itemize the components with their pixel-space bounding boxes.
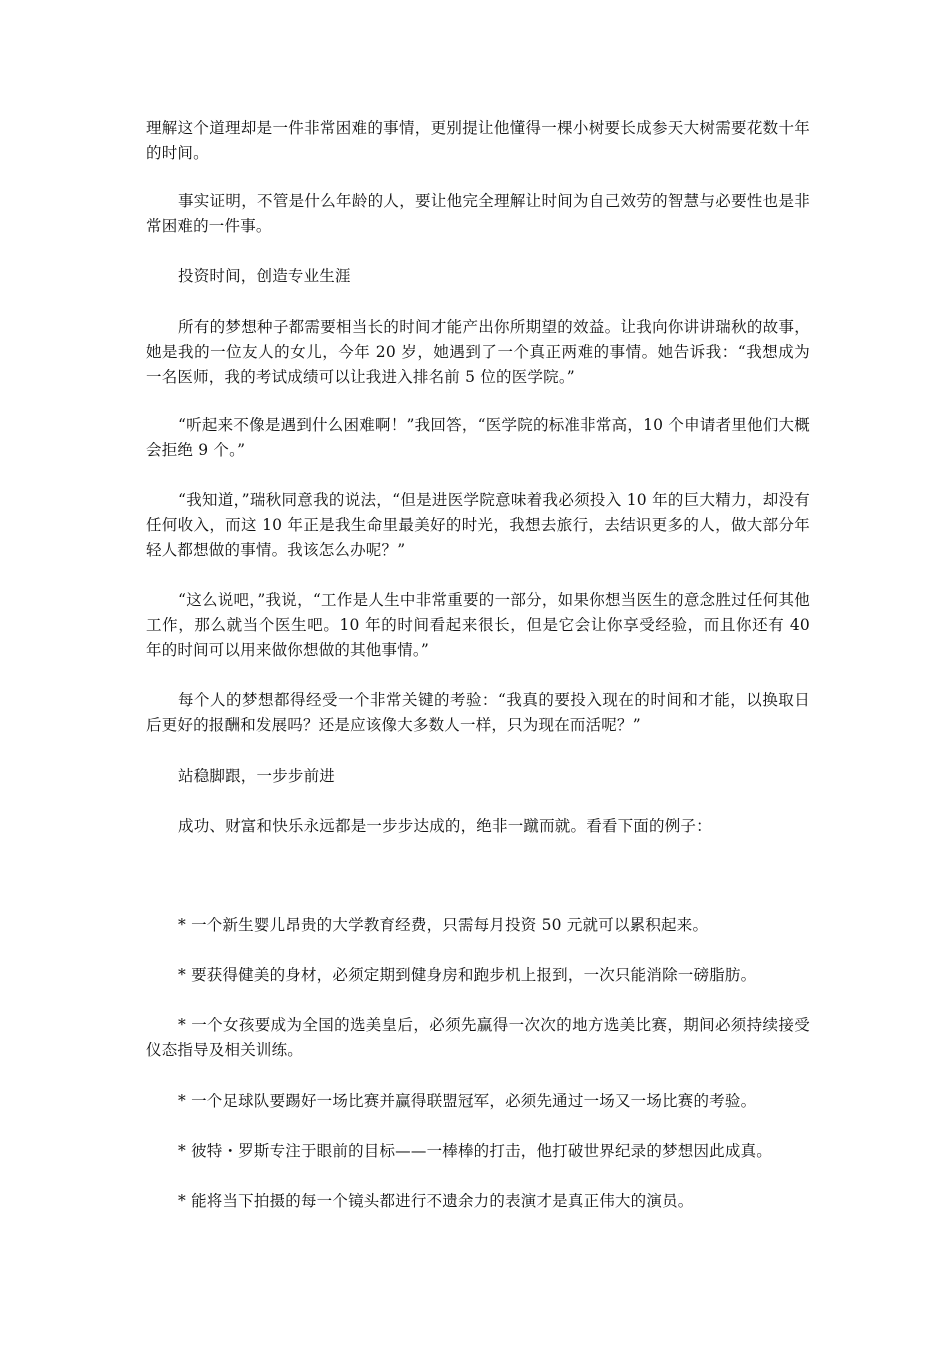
list-item-4: * 一个足球队要踢好一场比赛并赢得联盟冠军，必须先通过一场又一场比赛的考验。 xyxy=(178,1092,757,1110)
paragraph-4: 所有的梦想种子都需要相当长的时间才能产出你所期望的效益。让我向你讲讲瑞秋的故事，她是我的一位友人的女儿，今年 20 岁，她遇到了一个真正两难的事情。她告诉我：“我想成为一名医师，我的考试成绩可以让我进入排名前 5 位的医学院。” xyxy=(146,318,810,386)
section-heading-invest-time: 投资时间，创造专业生涯 xyxy=(178,267,351,285)
list-item-5: * 彼特・罗斯专注于眼前的目标——一棒棒的打击，他打破世界纪录的梦想因此成真。 xyxy=(178,1142,772,1160)
paragraph-6: “我知道，”瑞秋同意我的说法，“但是进医学院意味着我必须投入 10 年的巨大精力，却没有任何收入，而这 10 年正是我生命里最美好的时光，我想去旅行，去结识更多的人，做大部分年轻人都想做的事情。我该怎么办呢？” xyxy=(146,491,810,559)
list-item-1: * 一个新生婴儿昂贵的大学教育经费，只需每月投资 50 元就可以累积起来。 xyxy=(178,916,709,934)
paragraph-8: 每个人的梦想都得经受一个非常关键的考验：“我真的要投入现在的时间和才能，以换取日后更好的报酬和发展吗？还是应该像大多数人一样，只为现在而活呢？” xyxy=(146,691,810,734)
paragraph-1: 理解这个道理却是一件非常困难的事情，更别提让他懂得一棵小树要长成参天大树需要花数十年的时间。 xyxy=(146,119,810,162)
list-item-6: * 能将当下拍摄的每一个镜头都进行不遗余力的表演才是真正伟大的演员。 xyxy=(178,1192,694,1210)
paragraph-5: “听起来不像是遇到什么困难啊！”我回答，“医学院的标准非常高，10 个申请者里他们大概会拒绝 9 个。” xyxy=(146,416,810,459)
section-heading-step-by-step: 站稳脚跟，一步步前进 xyxy=(178,767,336,785)
list-item-3: * 一个女孩要成为全国的选美皇后，必须先赢得一次次的地方选美比赛，期间必须持续接受仪态指导及相关训练。 xyxy=(146,1016,810,1059)
list-item-2: * 要获得健美的身材，必须定期到健身房和跑步机上报到，一次只能消除一磅脂肪。 xyxy=(178,966,757,984)
paragraph-10: 成功、财富和快乐永远都是一步步达成的，绝非一蹴而就。看看下面的例子： xyxy=(178,817,712,835)
paragraph-7: “这么说吧，”我说，“工作是人生中非常重要的一部分，如果你想当医生的意念胜过任何其他工作，那么就当个医生吧。10 年的时间看起来很长，但是它会让你享受经验，而且你还有 40 年的时间可以用来做你想做的其他事情。” xyxy=(146,591,810,659)
paragraph-2: 事实证明，不管是什么年龄的人，要让他完全理解让时间为自己效劳的智慧与必要性也是非常困难的一件事。 xyxy=(146,192,810,235)
